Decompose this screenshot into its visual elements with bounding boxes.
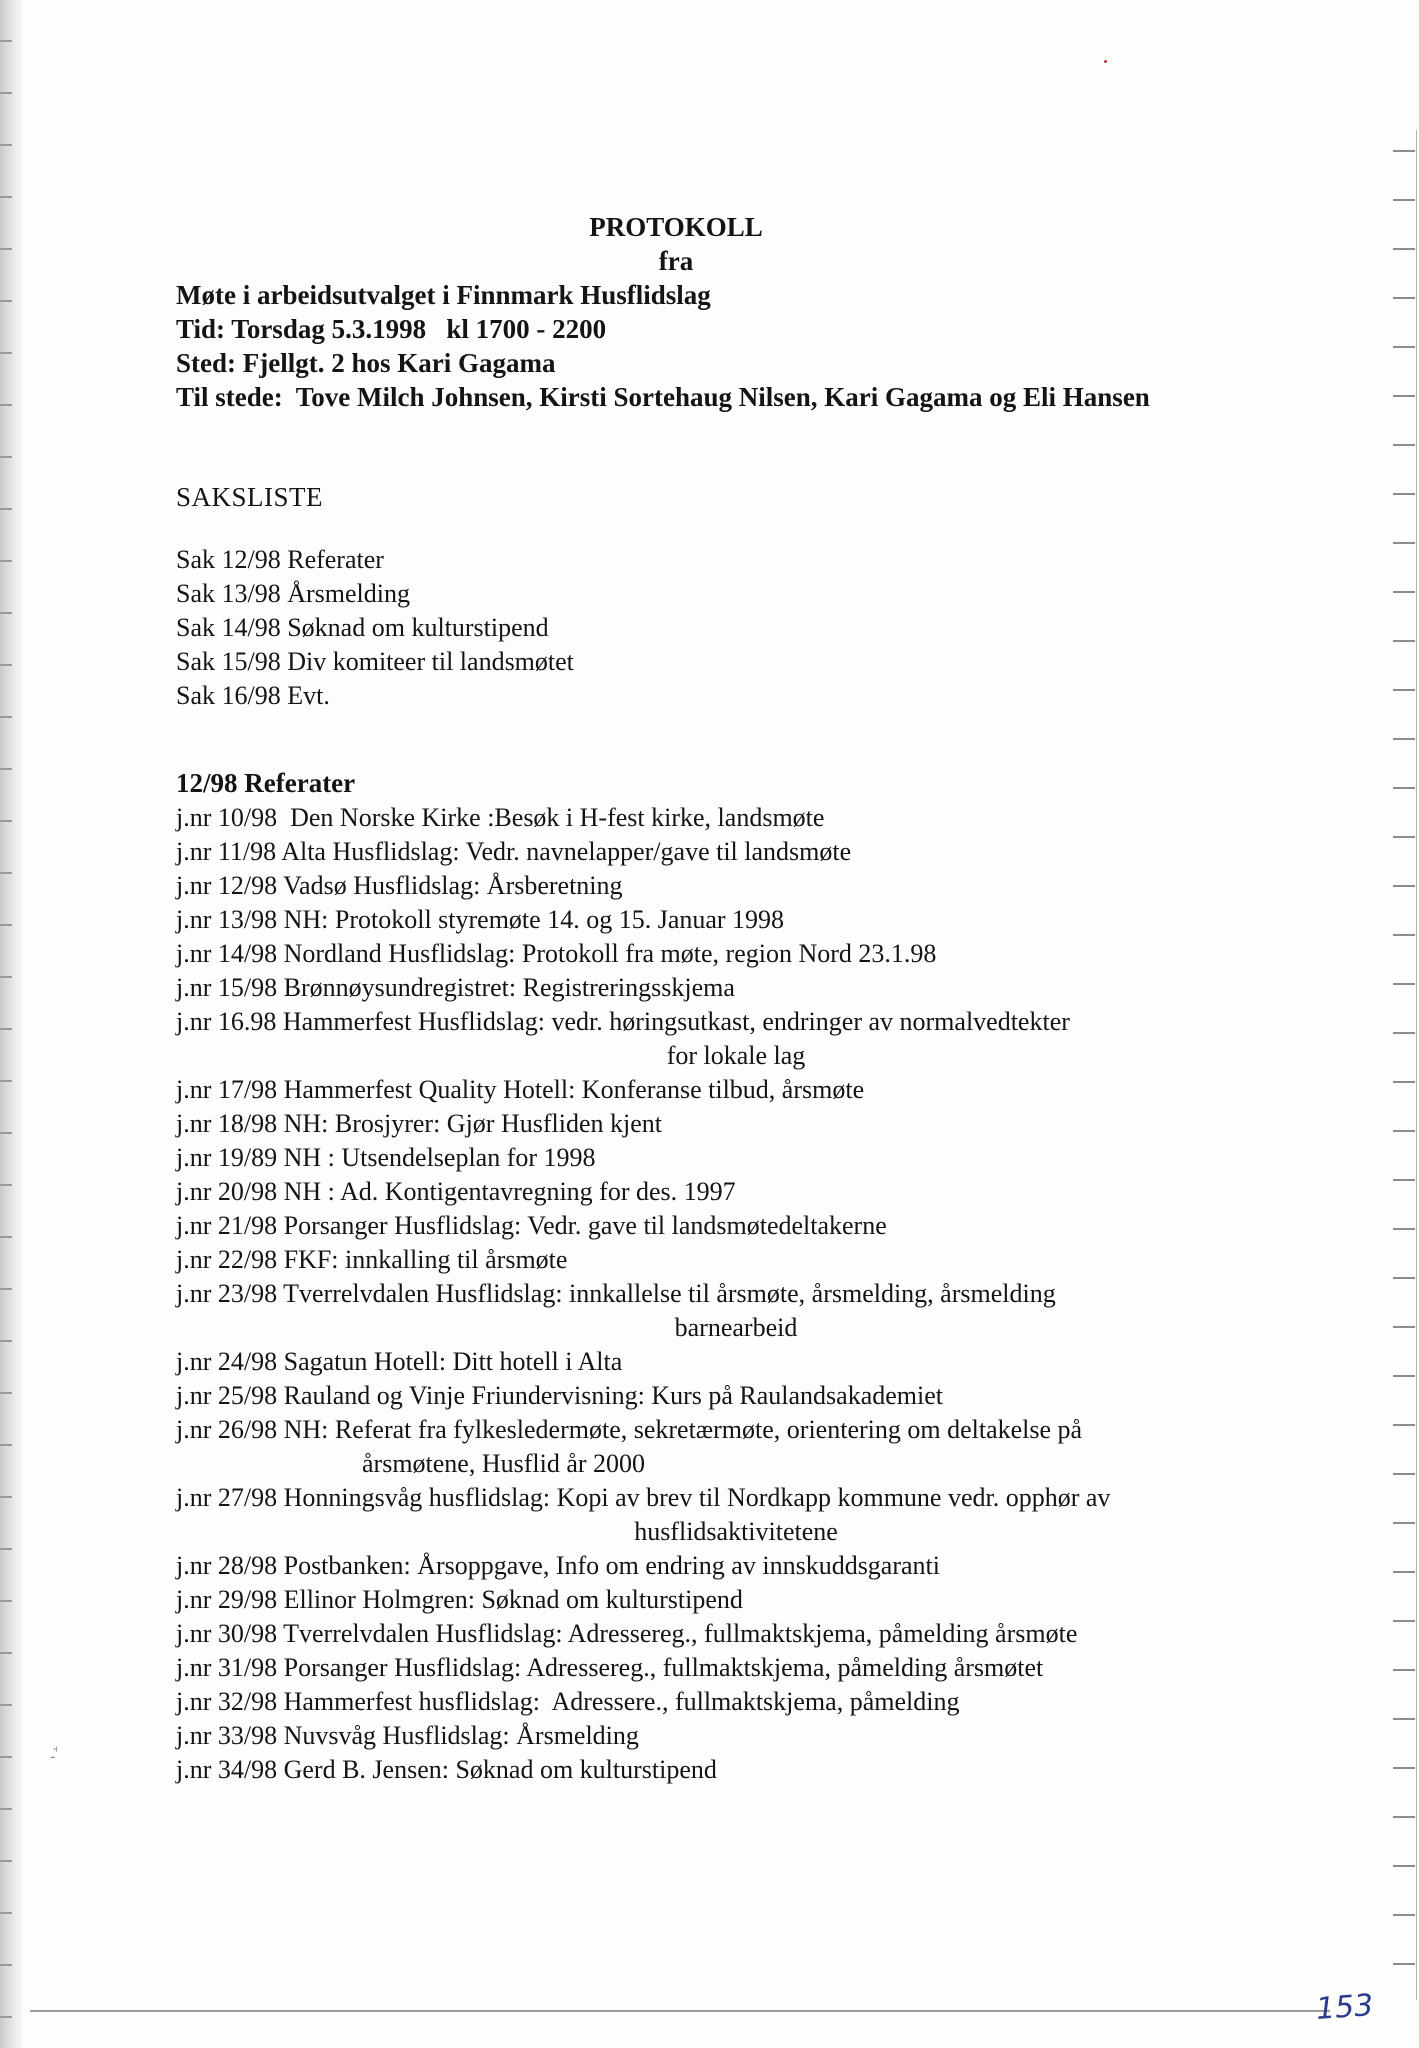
referat-entry bbox=[176, 1107, 1296, 1141]
referat-text: j.nr 31/98 Porsanger Husflidslag: Adressereg., fullmaktskjema, påmelding årsmøtet bbox=[176, 1653, 1044, 1682]
referat-entry bbox=[176, 1719, 1296, 1753]
referat-text: j.nr 11/98 Alta Husflidslag: Vedr. navnelapper/gave til landsmøte bbox=[176, 837, 852, 866]
referat-entry bbox=[176, 1073, 1296, 1107]
referat-text: j.nr 28/98 Postbanken: Årsoppgave, Info om endring av innskuddsgaranti bbox=[176, 1551, 940, 1580]
referat-entry bbox=[176, 1175, 1296, 1209]
referat-text: j.nr 27/98 Honningsvåg husflidslag: Kopi av brev til Nordkapp kommune vedr. opphør av bbox=[176, 1483, 1111, 1512]
place-line: Sted: Fjellgt. 2 hos Kari Gagama bbox=[176, 348, 556, 378]
protocol-header bbox=[176, 210, 1336, 414]
referat-text: j.nr 16.98 Hammerfest Husflidslag: vedr. høringsutkast, endringer av normalvedtekter bbox=[176, 1007, 1070, 1036]
margin-scribble: -ꜗ bbox=[50, 1748, 56, 1765]
referat-continuation: årsmøtene, Husflid år 2000 bbox=[362, 1449, 646, 1478]
referat-text: j.nr 12/98 Vadsø Husflidslag: Årsberetning bbox=[176, 871, 623, 900]
referat-text: j.nr 26/98 NH: Referat fra fylkesledermøte, sekretærmøte, orientering om deltakelse på bbox=[176, 1415, 1083, 1444]
referat-text: j.nr 13/98 NH: Protokoll styremøte 14. og 15. Januar 1998 bbox=[176, 905, 785, 934]
referat-entry bbox=[176, 971, 1296, 1005]
time-line: Tid: Torsdag 5.3.1998 kl 1700 - 2200 bbox=[176, 314, 607, 344]
referat-continuation: barnearbeid bbox=[674, 1313, 798, 1342]
right-margin-ruler bbox=[1379, 0, 1419, 2048]
referat-text: j.nr 34/98 Gerd B. Jensen: Søknad om kulturstipend bbox=[176, 1755, 717, 1784]
referater-heading: 12/98 Referater bbox=[176, 768, 356, 798]
referat-text: j.nr 15/98 Brønnøysundregistret: Registreringsskjema bbox=[176, 973, 735, 1002]
referat-entry bbox=[176, 1141, 1296, 1175]
referat-entry bbox=[176, 1005, 1296, 1073]
referat-text: j.nr 20/98 NH : Ad. Kontigentavregning for des. 1997 bbox=[176, 1177, 736, 1206]
agenda-title: SAKSLISTE bbox=[176, 482, 324, 512]
protocol-title: PROTOKOLL bbox=[589, 212, 763, 242]
referat-entry bbox=[176, 1209, 1296, 1243]
referat-text: j.nr 23/98 Tverrelvdalen Husflidslag: innkallelse til årsmøte, årsmelding, årsmelding bbox=[176, 1279, 1056, 1308]
referat-entry bbox=[176, 1753, 1296, 1787]
referat-entry bbox=[176, 1379, 1296, 1413]
agenda-item: Sak 16/98 Evt. bbox=[176, 681, 330, 710]
referat-continuation: husflidsaktivitetene bbox=[634, 1517, 838, 1546]
agenda-item: Sak 13/98 Årsmelding bbox=[176, 579, 410, 608]
agenda-list bbox=[176, 543, 574, 713]
referat-text: j.nr 17/98 Hammerfest Quality Hotell: Konferanse tilbud, årsmøte bbox=[176, 1075, 865, 1104]
referat-entry bbox=[176, 937, 1296, 971]
referat-entry bbox=[176, 1243, 1296, 1277]
referat-text: j.nr 14/98 Nordland Husflidslag: Protokoll fra møte, region Nord 23.1.98 bbox=[176, 939, 937, 968]
ink-dot bbox=[1104, 60, 1107, 63]
referat-text: j.nr 19/89 NH : Utsendelseplan for 1998 bbox=[176, 1143, 596, 1172]
agenda-item: Sak 15/98 Div komiteer til landsmøtet bbox=[176, 647, 574, 676]
agenda-item: Sak 14/98 Søknad om kulturstipend bbox=[176, 613, 549, 642]
referat-entry bbox=[176, 1685, 1296, 1719]
referat-entry bbox=[176, 835, 1296, 869]
bottom-rule bbox=[30, 2010, 1330, 2012]
referat-entry bbox=[176, 903, 1296, 937]
referat-text: j.nr 21/98 Porsanger Husflidslag: Vedr. gave til landsmøtedeltakerne bbox=[176, 1211, 887, 1240]
referat-text: j.nr 24/98 Sagatun Hotell: Ditt hotell i Alta bbox=[176, 1347, 623, 1376]
referat-entry bbox=[176, 1583, 1296, 1617]
referat-entry bbox=[176, 1651, 1296, 1685]
referat-entry bbox=[176, 1413, 1296, 1481]
referat-entry bbox=[176, 1481, 1296, 1549]
left-margin-marks bbox=[0, 0, 14, 2048]
referat-entry bbox=[176, 1345, 1296, 1379]
referat-entry bbox=[176, 869, 1296, 903]
page-number: 153 bbox=[1314, 1988, 1375, 2027]
referat-text: j.nr 25/98 Rauland og Vinje Friundervisning: Kurs på Raulandsakademiet bbox=[176, 1381, 943, 1410]
referat-text: j.nr 32/98 Hammerfest husflidslag: Adressere., fullmaktskjema, påmelding bbox=[176, 1687, 960, 1716]
referat-text: j.nr 10/98 Den Norske Kirke :Besøk i H-fest kirke, landsmøte bbox=[176, 803, 825, 832]
referat-entry bbox=[176, 1277, 1296, 1345]
referat-text: j.nr 18/98 NH: Brosjyrer: Gjør Husfliden kjent bbox=[176, 1109, 662, 1138]
referat-continuation: for lokale lag bbox=[666, 1041, 806, 1070]
referat-text: j.nr 29/98 Ellinor Holmgren: Søknad om kulturstipend bbox=[176, 1585, 743, 1614]
referater-list bbox=[176, 801, 1296, 1787]
referat-entry bbox=[176, 801, 1296, 835]
meeting-line: Møte i arbeidsutvalget i Finnmark Husflidslag bbox=[176, 280, 711, 310]
referat-text: j.nr 33/98 Nuvsvåg Husflidslag: Årsmelding bbox=[176, 1721, 639, 1750]
referat-text: j.nr 30/98 Tverrelvdalen Husflidslag: Adressereg., fullmaktskjema, påmelding årsmøte bbox=[176, 1619, 1078, 1648]
agenda-item: Sak 12/98 Referater bbox=[176, 545, 384, 574]
protocol-from: fra bbox=[658, 246, 694, 276]
referat-entry bbox=[176, 1549, 1296, 1583]
referat-entry bbox=[176, 1617, 1296, 1651]
present-line: Til stede: Tove Milch Johnsen, Kirsti Sortehaug Nilsen, Kari Gagama og Eli Hansen bbox=[176, 382, 1150, 412]
referat-text: j.nr 22/98 FKF: innkalling til årsmøte bbox=[176, 1245, 568, 1274]
